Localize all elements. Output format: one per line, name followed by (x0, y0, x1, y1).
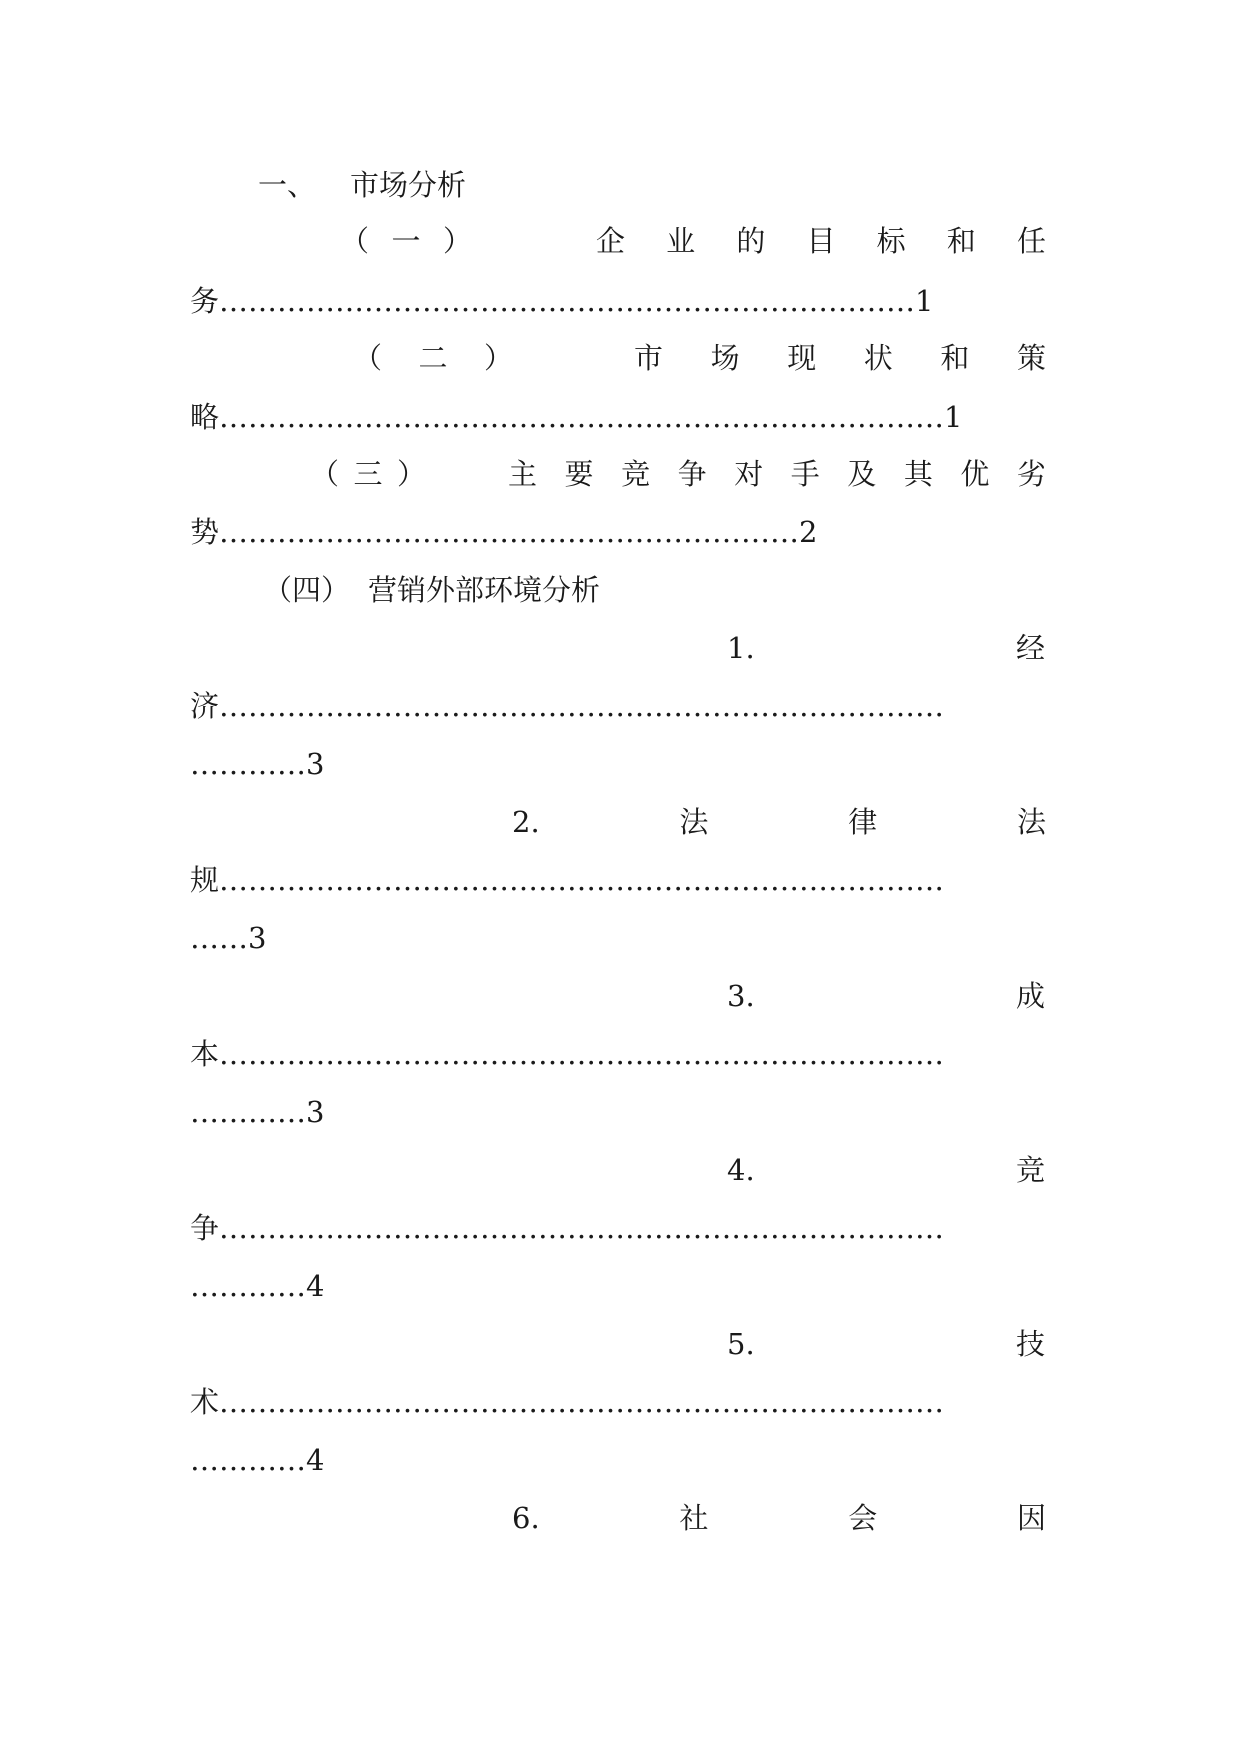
page-number: 3 (306, 747, 325, 781)
toc-sub-3-continuation: 本………………………………………………………………… (190, 1037, 945, 1071)
leader-dots: ………… (190, 1095, 306, 1129)
toc-item-2-title: 市 场 现 状 和 策 (634, 341, 1046, 375)
toc-sub-4-continuation: 争………………………………………………………………… (190, 1211, 945, 1245)
page-number: 4 (306, 1443, 325, 1477)
toc-sub-4-char: 竞 (1016, 1153, 1046, 1187)
toc-item-1-title: 企 业 的 目 标 和 任 (596, 224, 1046, 258)
toc-sub-2-continuation: 规………………………………………………………………… (190, 863, 945, 897)
page-number: 2 (799, 515, 818, 549)
toc-sub-5-char: 技 (1016, 1327, 1046, 1361)
toc-sub-5-page-line (190, 1437, 324, 1483)
page-number: 4 (306, 1269, 325, 1303)
leader-dots: ………… (190, 1443, 306, 1477)
toc-sub-1-continuation: 济………………………………………………………………… (190, 689, 945, 723)
toc-sub-4-num: 4. (727, 1153, 755, 1187)
toc-sub-3-char: 成 (1016, 979, 1046, 1013)
leader-dots: ………………………………………………………………… (219, 689, 945, 723)
page-number: 1 (915, 284, 934, 318)
toc-sub-1-page-line (190, 741, 324, 787)
toc-item-3-continuation: 势……………………………………………………2 (190, 515, 818, 549)
toc-item-4 (263, 567, 600, 613)
leader-dots: ………………………………………………………………… (219, 1037, 945, 1071)
toc-sub-6-row: 6. 社 会 因 (512, 1501, 1046, 1535)
toc-section-heading (258, 162, 466, 208)
toc-sub-3-page-line (190, 1089, 324, 1135)
toc-sub-2-page-line (190, 915, 266, 961)
leader-dots: ………… (190, 747, 306, 781)
section-number: 一、 (258, 168, 317, 202)
toc-sub-5-num: 5. (727, 1327, 755, 1361)
toc-item-3-paren: （ 三 ） (310, 457, 426, 491)
page-number: 3 (306, 1095, 325, 1129)
page-number: 3 (248, 921, 267, 955)
item-label: （四） (263, 573, 351, 607)
toc-item-2-continuation: 略…………………………………………………………………1 (190, 400, 963, 434)
toc-item-3-title: 主 要 竞 争 对 手 及 其 优 劣 (508, 457, 1046, 491)
toc-sub-1-num: 1. (727, 631, 755, 665)
toc-item-1-continuation: 务………………………………………………………………1 (190, 284, 934, 318)
leader-dots: ………… (190, 1269, 306, 1303)
leader-dots: ……………………………………………………………… (219, 284, 916, 318)
toc-item-2-paren: （ 二 ） (353, 341, 513, 375)
section-title: 市场分析 (350, 168, 467, 202)
toc-sub-2-row: 2. 法 律 法 (512, 805, 1046, 839)
leader-dots: ………………………………………………………………… (219, 863, 945, 897)
toc-item-1-paren: （ 一 ） (340, 224, 472, 258)
leader-dots: …………………………………………………… (219, 515, 800, 549)
item-title: 营销外部环境分析 (368, 573, 601, 607)
leader-dots: ………………………………………………………………… (219, 1211, 945, 1245)
toc-sub-3-num: 3. (727, 979, 755, 1013)
toc-sub-4-page-line (190, 1263, 324, 1309)
page-number: 1 (944, 400, 963, 434)
toc-sub-5-continuation: 术………………………………………………………………… (190, 1385, 945, 1419)
leader-dots: ………………………………………………………………… (219, 1385, 945, 1419)
toc-sub-1-char: 经 (1016, 631, 1046, 665)
leader-dots: ………………………………………………………………… (219, 400, 945, 434)
leader-dots: …… (190, 921, 248, 955)
